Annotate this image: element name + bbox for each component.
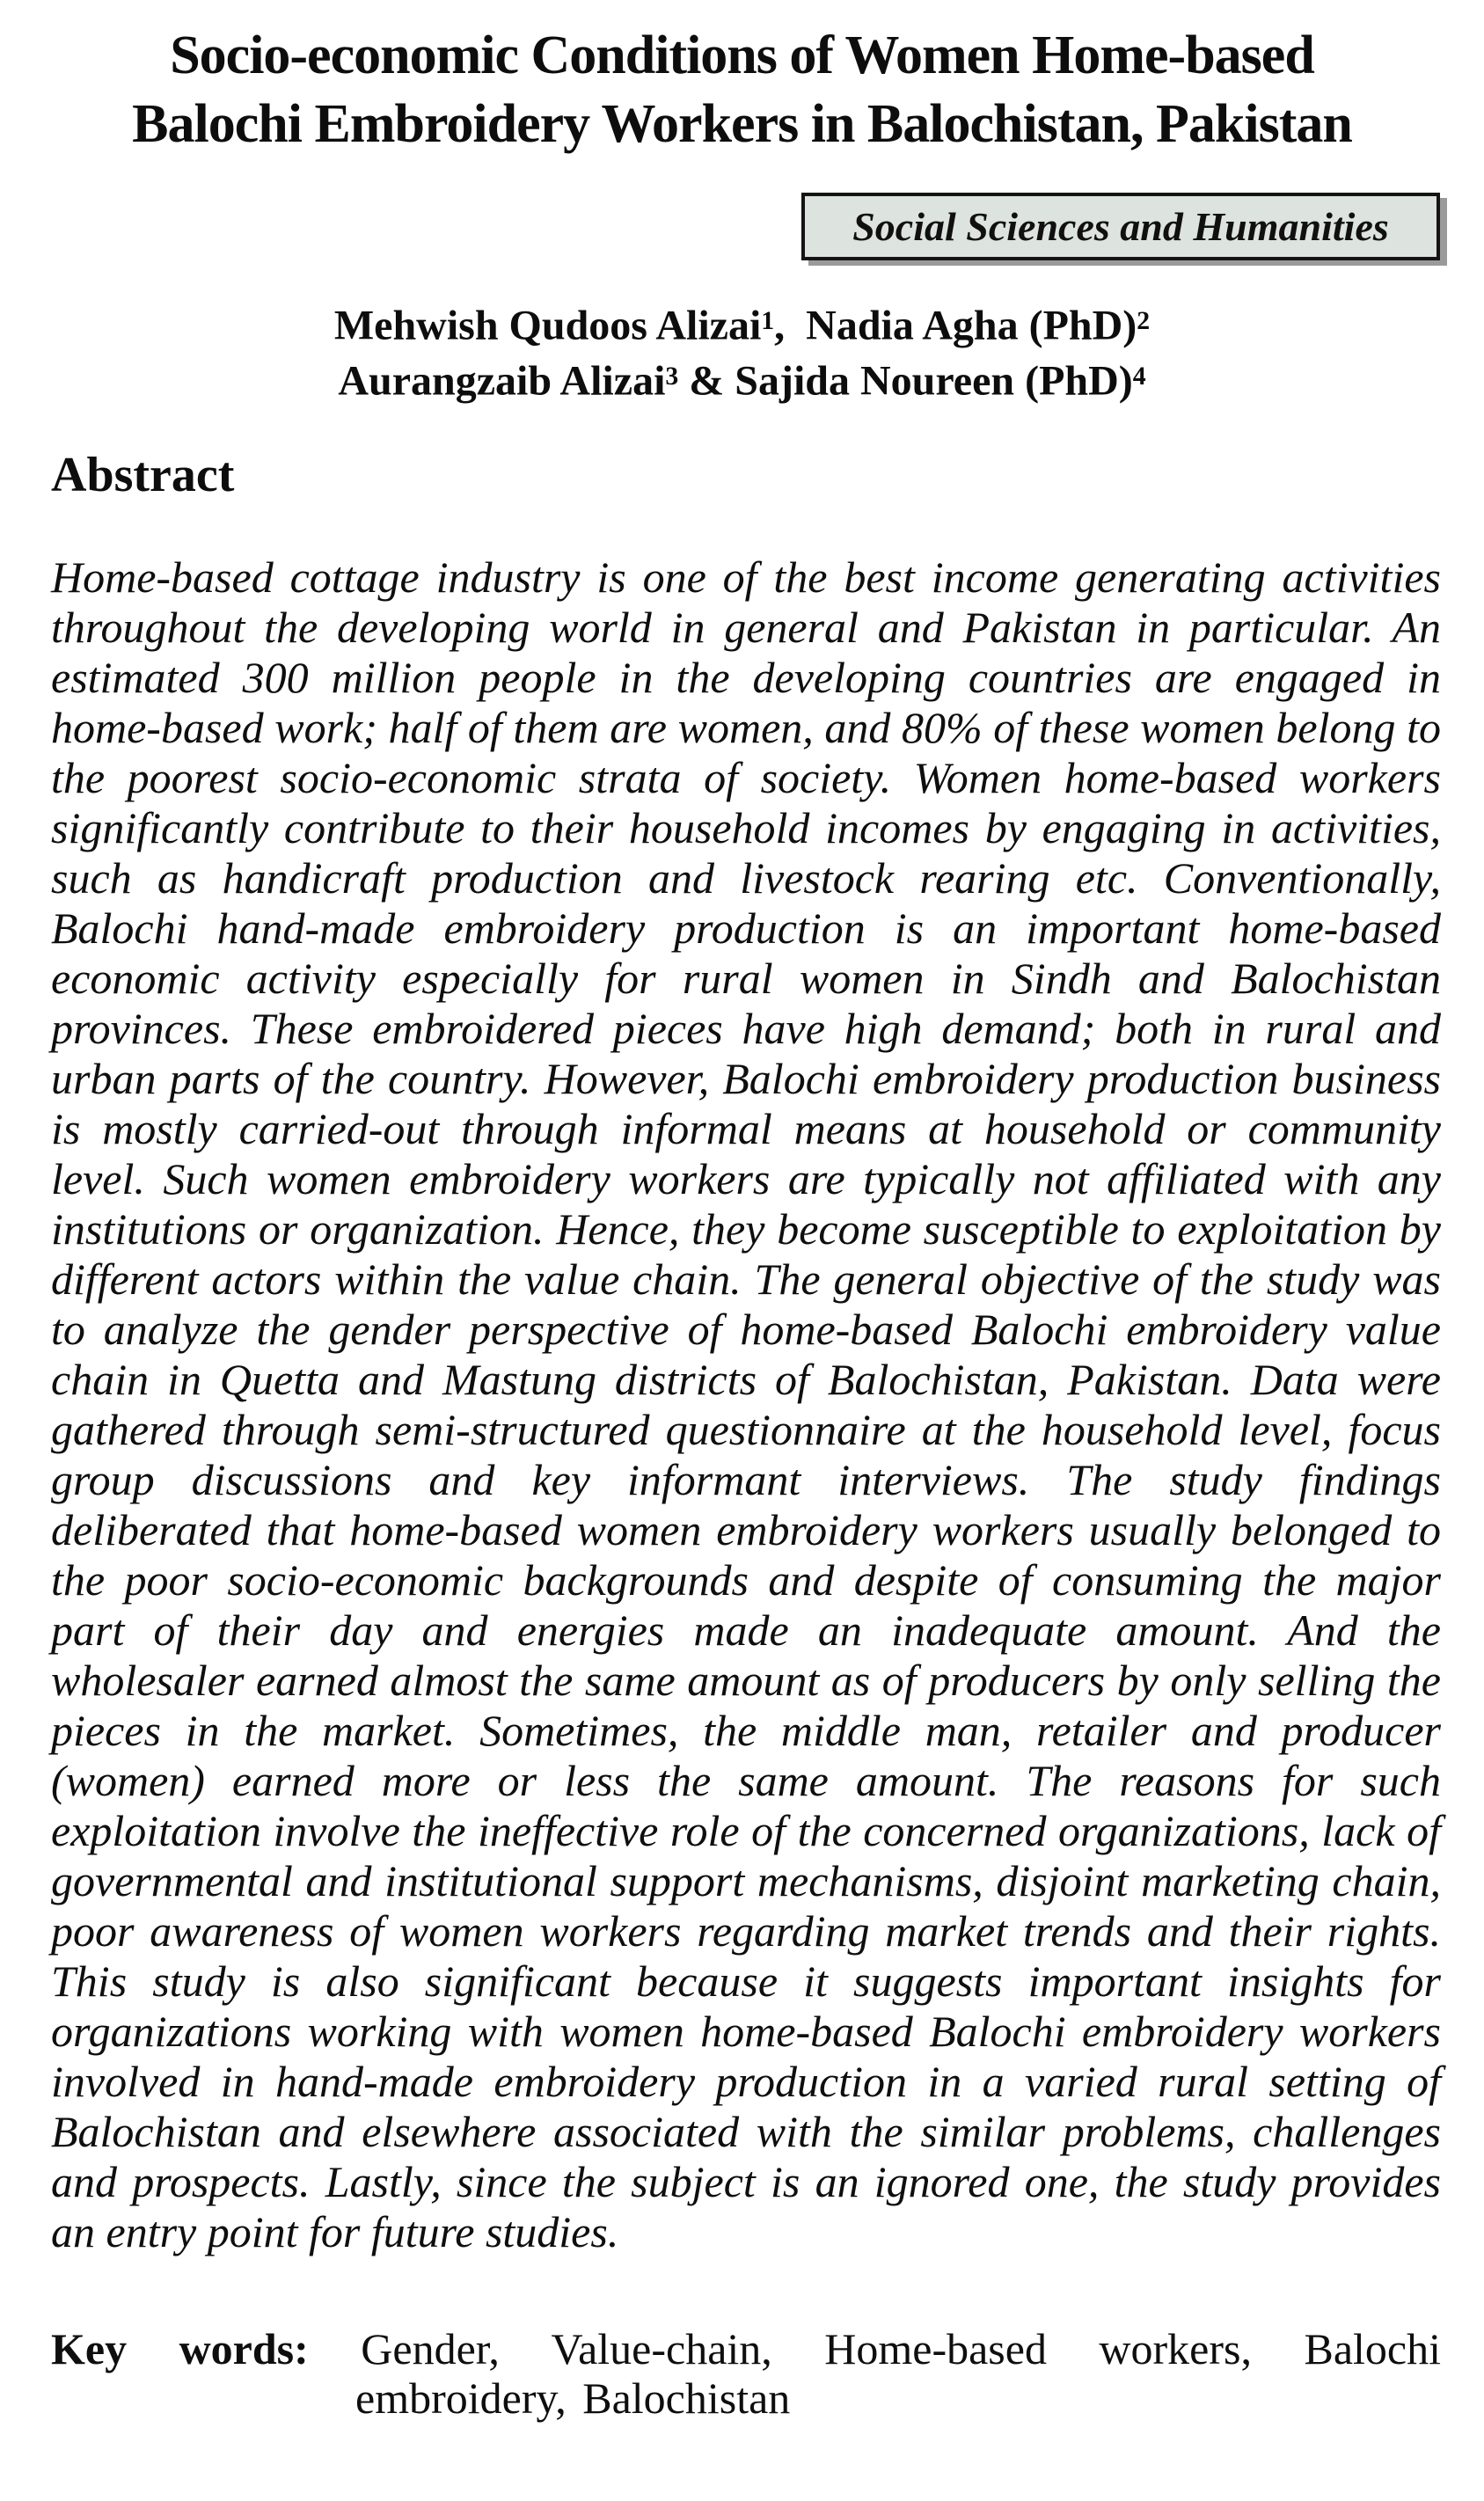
author-separator: & bbox=[678, 357, 735, 405]
author-affiliation-superscript: 1 bbox=[761, 306, 775, 335]
author-line-2 bbox=[0, 351, 1484, 406]
author-separator: , bbox=[774, 302, 807, 349]
author-name: Aurangzaib Alizai bbox=[338, 357, 666, 405]
author-affiliation-superscript: 2 bbox=[1137, 306, 1151, 335]
paper-title bbox=[35, 21, 1449, 158]
category-badge-label: Social Sciences and Humanities bbox=[852, 204, 1389, 249]
author-affiliation-superscript: 3 bbox=[665, 362, 679, 391]
paper-title-line-2: Balochi Embroidery Workers in Balochistan, Pakistan bbox=[132, 94, 1352, 154]
abstract-text: Home-based cottage industry is one of the best income generating activities throughout the developing world in general and Pakistan in particular. An estimated 300 million people in the developing countries are engaged in home-based work; half of them are women, and 80% of these women belong to the poorest socio-economic strata of society. Women home-based workers significantly contribute to their household incomes by engaging in activities, such as handicraft production and livestock rearing etc. Conventionally, Balochi hand-made embroidery production is an important home-based economic activity especially for rural women in Sindh and Balochistan provinces. These embroidered pieces have high demand; both in rural and urban parts of the country. However, Balochi embroidery production business is mostly carried-out through informal means at household or community level. Such women embroidery workers are typically not affiliated with any institutions or organization. Hence, they become susceptible to exploitation by different actors within the value chain. The general objective of the study was to analyze the gender perspective of home-based Balochi embroidery value chain in Quetta and Mastung districts of Balochistan, Pakistan. Data were gathered through semi-structured questionnaire at the household level, focus group discussions and key informant interviews. The study findings deliberated that home-based women embroidery workers usually belonged to the poor socio-economic backgrounds and despite of consuming the major part of their day and energies made an inadequate amount. And the wholesaler earned almost the same amount as of producers by only selling the pieces in the market. Sometimes, the middle man, retailer and producer (women) earned more or less the same amount. The reasons for such exploitation involve the ineffective role of the concerned organizations, lack of governmental and institutional support mechanisms, disjoint marketing chain, poor awareness of women workers regarding market trends and their rights. This study is also significant because it suggests important insights for organizations working with women home-based Balochi embroidery workers involved in hand-made embroidery production in a varied rural setting of Balochistan and elsewhere associated with the similar problems, challenges and prospects. Lastly, since the subject is an ignored one, the study provides an entry point for future studies. bbox=[51, 552, 1441, 2256]
abstract-heading: Abstract bbox=[51, 448, 235, 502]
author-name: Sajida Noureen (PhD) bbox=[735, 357, 1133, 405]
author-name: Nadia Agha (PhD) bbox=[806, 302, 1137, 349]
author-name: Mehwish Qudoos Alizai bbox=[333, 302, 762, 349]
keywords-label: Key words: bbox=[51, 2324, 309, 2373]
keywords-text: Gender, Value-chain, Home-based workers, Balochi embroidery, Balochistan bbox=[355, 2324, 1441, 2423]
author-line-1 bbox=[0, 296, 1484, 351]
author-affiliation-superscript: 4 bbox=[1132, 362, 1146, 391]
keywords-block bbox=[51, 2324, 1441, 2423]
paper-title-line-1: Socio-economic Conditions of Women Home-based bbox=[170, 26, 1314, 85]
category-badge bbox=[801, 193, 1440, 260]
authors-block bbox=[0, 296, 1484, 407]
